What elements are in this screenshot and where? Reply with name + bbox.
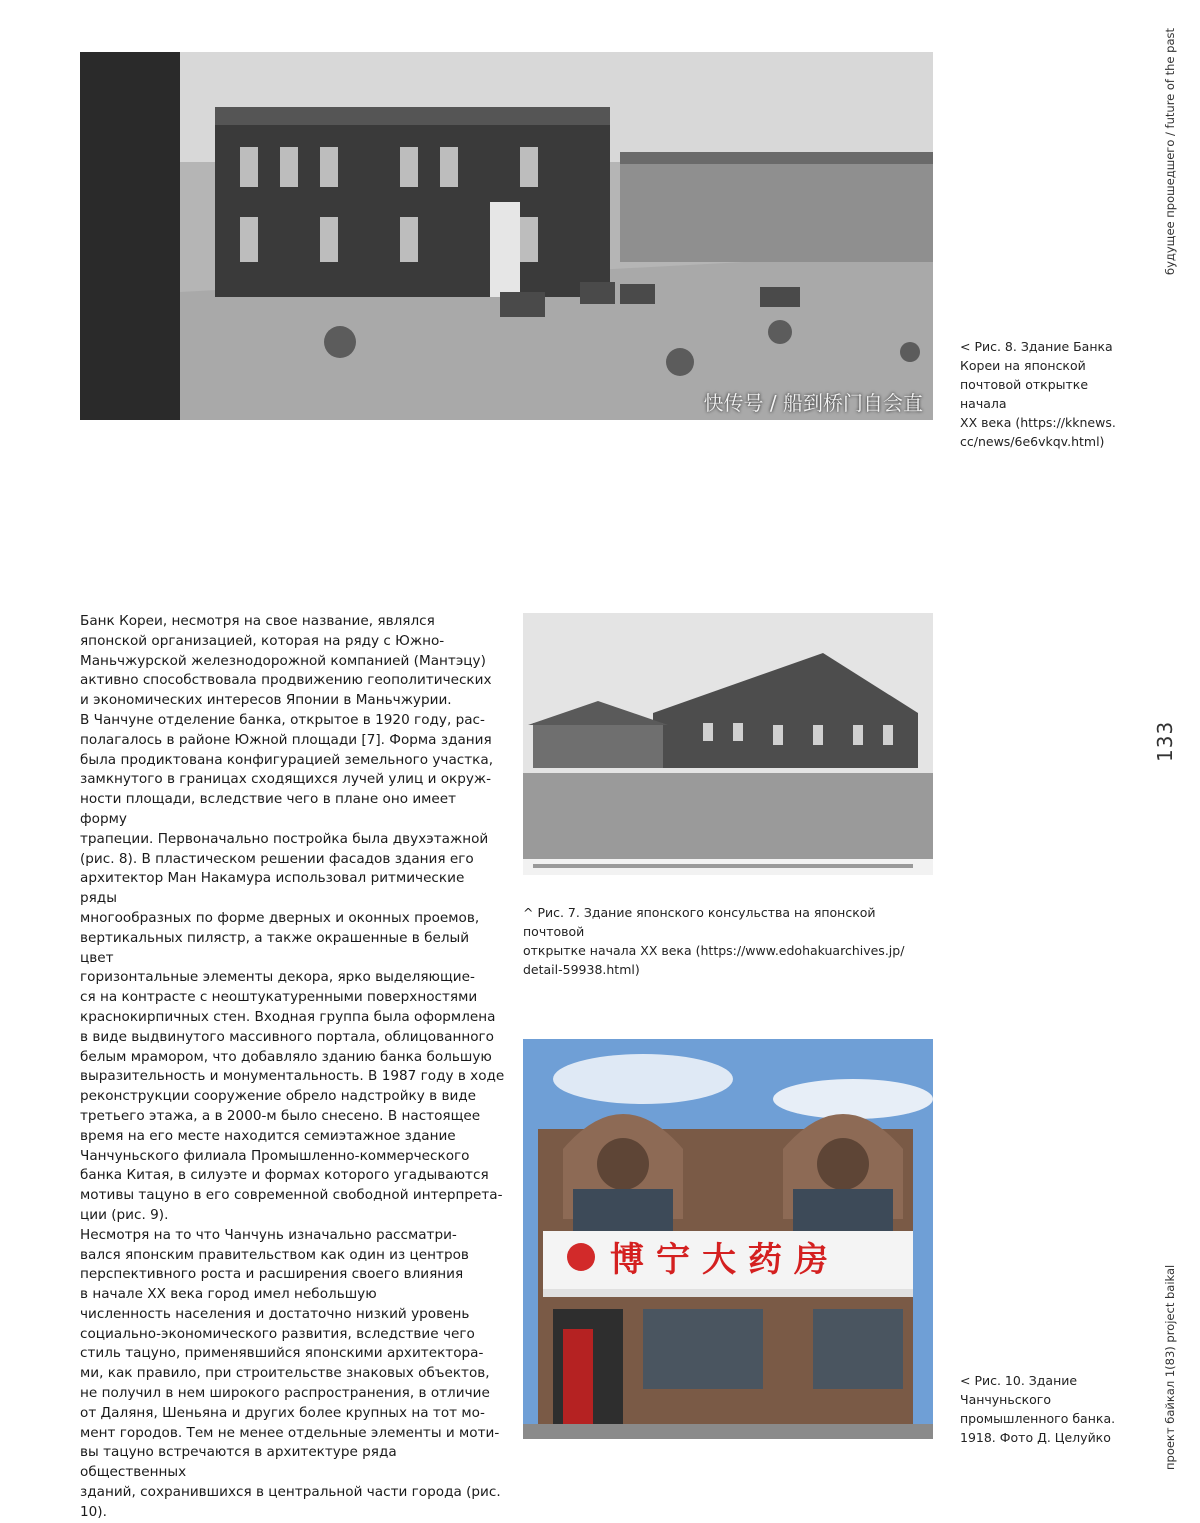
running-head: будущее прошедшего / future of the past (1163, 27, 1177, 275)
figure-10-caption: < Рис. 10. Здание Чанчуньского промышленного банка. 1918. Фото Д. Целуйко (960, 1373, 1116, 1445)
paragraph-1: Банк Кореи, несмотря на свое название, являлся японской организацией, которая на ряду с Южно- Маньчжурской железнодорожной компанией (Мантэцу) активно способствовала продвижению геополитических и экономических интересов Японии в Маньчжурии. В Чанчуне отделение банка, открытое в 1920 году, рас- полагалось в районе Южной площади [7]. Форма здания была продиктована конфигурацией земельного участка, замкнутого в границах сходящихся лучей улиц и окруж- ности площади, вследствие чего в плане оно имеет форму трапеции. Первоначально постройка была двухэтажной (рис. 8). В пластическом решении фасадов здания его архитектор Ман Накамура использовал ритмические ряды многообразных по форме дверных и оконных проемов, вертикальных пилястр, а также окрашенные в белый цвет горизонтальные элементы декора, ярко выделяющие- ся на контрасте с неоштукатуренными поверхностями краснокирпичных стен. Входная группа была оформлена в виде выдвинутого массивного портала, облицованного белым мрамором, что добавляло зданию банка большую выразительность и монументальность. В 1987 году в ходе реконструкции сооружение обрело надстройку в виде третьего этажа, а в 2000-м было снесено. В настоящее время на его месте находится семиэтажное здание Чанчуньского филиала Промышленно-коммерческого банка Китая, в силуэте и формах которого угадываются мотивы тацуно в его современной свободной интерпрета- ции (рис. 9). (80, 613, 505, 1223)
bank-of-korea-photo (80, 52, 933, 420)
figure-7-caption: ^ Рис. 7. Здание японского консульства на японской почтовой открытке начала XX века (https://www.edohakuarchives.jp/ detail-59938.html) (523, 905, 905, 977)
figure-8-caption: < Рис. 8. Здание Банка Кореи на японской почтовой открытке начала XX века (https://kknews. cc/news/6e6vkqv.html) (960, 339, 1116, 449)
figure-7-photo (523, 613, 933, 875)
journal-footer: проект байкал 1(83) project baikal (1163, 1264, 1177, 1470)
photo-watermark: 快传号 / 船到桥门自会直 (703, 391, 923, 415)
article-body (80, 612, 505, 1523)
japanese-consulate-photo (523, 613, 933, 875)
figure-8-photo (80, 52, 933, 420)
paragraph-2: Несмотря на то что Чанчунь изначально рассматри- вался японским правительством как один из центров перспективного роста и расширения своего влияния в начале XX века город имел небольшую численность населения и достаточно низкий уровень социально-экономического развития, вследствие чего стиль тацуно, применявшийся японскими архитектора- ми, как правило, при строительстве знаковых объектов, не получил в нем широкого распространения, в отличие от Даляня, Шеньяна и других более крупных на тот мо- мент городов. Тем не менее отдельные элементы и моти- вы тацуно встречаются в архитектуре ряда общественных зданий, сохранившихся в центральной части города (рис. 10). (80, 1226, 501, 1520)
page-number: 133 (1153, 720, 1177, 762)
shop-sign-text: 博宁大药房 (610, 1240, 840, 1280)
